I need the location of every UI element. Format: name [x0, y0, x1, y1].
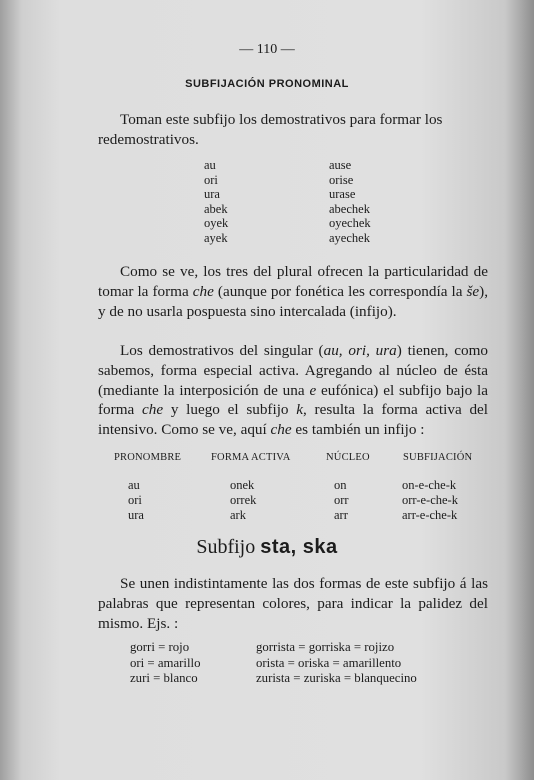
subfijo-heading: [0, 536, 534, 559]
intro-paragraph: [98, 110, 488, 150]
table-cell: au: [128, 478, 140, 492]
table-cell: on: [334, 478, 347, 492]
list-item: ori: [204, 172, 218, 187]
list-item: ura: [204, 187, 220, 202]
table-header-forma-activa: FORMA ACTIVA: [211, 452, 291, 463]
example-item: zurista = zuriska = blanquecino: [256, 671, 417, 686]
examples-left-column: [130, 640, 200, 687]
example-item: orista = oriska = amarillento: [256, 655, 402, 670]
list-item: ayek: [204, 230, 228, 245]
sta-ska-text: Se unen indistintamente las dos formas de este subfijo á las palabras que representan colores, para indicar la palidez del mismo. Ejs. :: [98, 575, 488, 632]
subfijo-heading-suffix: sta, ska: [260, 536, 338, 558]
list-item: abek: [204, 201, 228, 216]
subfijo-heading-prefix: Subfijo: [196, 536, 256, 558]
intro-text: Toman este subfijo los demostrativos para formar los redemostrativos.: [98, 111, 443, 148]
example-item: gorri = rojo: [130, 640, 190, 654]
table-column-pronombre: [128, 478, 144, 523]
table-cell: arr-e-che-k: [402, 508, 458, 522]
table-cell: orr: [334, 493, 349, 507]
list-item: au: [204, 158, 216, 172]
table-cell: ori: [128, 493, 142, 507]
list-item: orise: [329, 172, 354, 187]
example-item: ori = amarillo: [130, 655, 201, 670]
table-cell: orr-e-che-k: [402, 493, 458, 507]
table-cell: ura: [128, 508, 144, 522]
table-cell: arr: [334, 508, 348, 522]
table-cell: on-e-che-k: [402, 478, 457, 492]
list-item: abechek: [329, 201, 370, 216]
table-column-forma-activa: [230, 478, 256, 523]
paragraph-singular: Los demostrativos del singular (au, ori, ura) tienen, como sabemos, forma especial activa. Agregando al núcleo de ésta (mediante la interposición de una e eufónica) el subfijo bajo la forma che y luego el subfijo k, resulta la forma activa del intensivo. Como se ve, aquí che es también un infijo :: [98, 342, 488, 439]
paragraph-plural: Como se ve, los tres del plural ofrecen la particularidad de tomar la forma che (aunque por fonética les correspondía la še), y de no usarla pospuesta sino intercalada (infijo).: [98, 263, 488, 320]
example-item: zuri = blanco: [130, 671, 198, 686]
table-header-subfijacion: SUBFIJACIÓN: [403, 452, 473, 463]
list-item: ause: [329, 158, 352, 172]
table-header-nucleo: NÚCLEO: [326, 452, 370, 463]
example-item: gorrista = gorriska = rojizo: [256, 640, 395, 654]
paragraph-sta-ska: [98, 574, 488, 633]
table-cell: onek: [230, 478, 255, 492]
page-number: — 110 —: [239, 42, 295, 57]
table-header-pronombre: PRONOMBRE: [114, 452, 182, 463]
table-column-nucleo: [334, 478, 349, 523]
list-item: oyechek: [329, 216, 371, 231]
table-cell: ark: [230, 508, 246, 522]
examples-right-column: [256, 640, 417, 687]
table-column-subfijacion: [402, 478, 458, 523]
list-item: urase: [329, 187, 356, 202]
section-heading: SUBFIJACIÓN PRONOMINAL: [185, 78, 349, 90]
demonstratives-base-column: [204, 158, 228, 246]
list-item: ayechek: [329, 230, 370, 245]
demonstratives-derived-column: [329, 158, 371, 246]
table-cell: orrek: [230, 493, 257, 507]
list-item: oyek: [204, 216, 229, 231]
